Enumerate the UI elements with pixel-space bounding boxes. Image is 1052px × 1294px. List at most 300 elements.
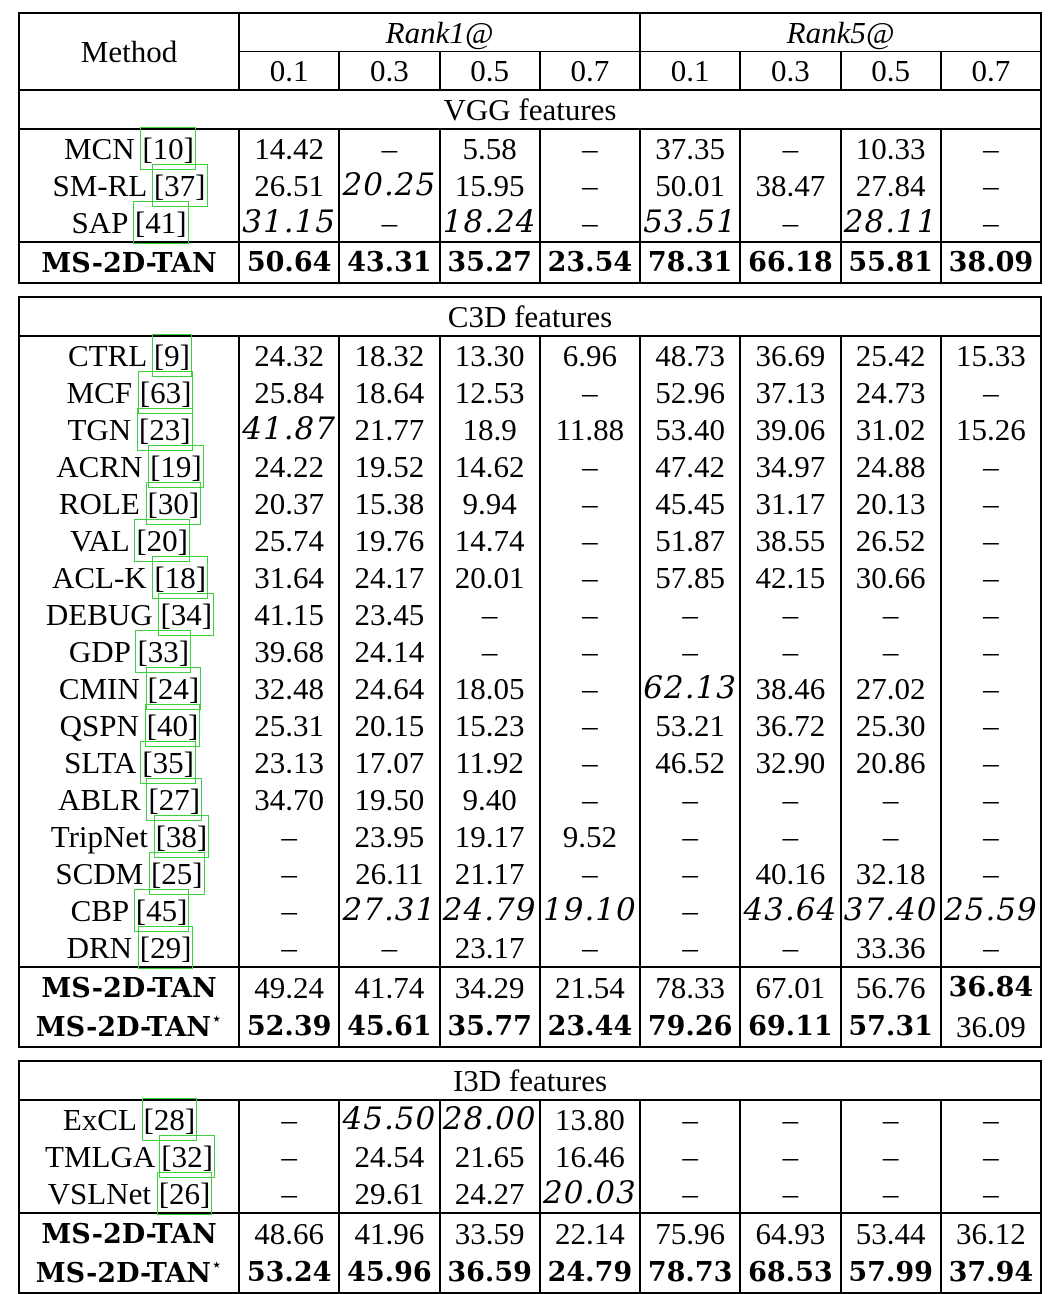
method-name: TripNet [50,819,148,854]
value-cell: 27.02 [841,670,941,707]
value-cell: – [239,1100,339,1138]
value-cell: 69.11 [740,1007,840,1047]
value-cell: 43.31 [339,242,439,283]
value-cell: 32.48 [239,670,339,707]
value-cell: 28.00 [440,1100,540,1138]
value-cell: 32.90 [740,744,840,781]
value-cell: – [841,1138,941,1175]
method-name: ABLR [57,782,141,817]
table-row [19,781,1041,818]
value-cell: – [740,1175,840,1213]
value-cell: – [740,1100,840,1138]
value-cell: – [540,707,640,744]
table-row [19,1213,1041,1253]
value-cell: – [540,670,640,707]
table-row [19,744,1041,781]
citation-link[interactable]: [41] [134,205,187,240]
value-cell: 17.07 [339,744,439,781]
citation-link[interactable]: [23] [138,412,191,447]
value-cell: 35.77 [440,1007,540,1047]
value-cell: 16.46 [540,1138,640,1175]
value-cell: – [540,204,640,242]
method-name-cell [19,781,239,818]
value-cell: 24.73 [841,374,941,411]
star-icon: ⋆ [210,1254,223,1275]
method-name: ExCL [62,1102,136,1137]
value-cell: – [640,781,740,818]
value-cell: 11.88 [540,411,640,448]
value-cell: 37.40 [841,892,941,929]
value-cell: 56.76 [841,967,941,1007]
value-cell: 36.84 [941,967,1041,1007]
value-cell: 21.77 [339,411,439,448]
table-row [19,967,1041,1007]
value-cell: 50.01 [640,167,740,204]
table-row [19,129,1041,167]
value-cell: – [640,892,740,929]
value-cell: 12.53 [440,374,540,411]
value-cell: 38.55 [740,522,840,559]
value-cell: – [841,1100,941,1138]
citation-link[interactable]: [33] [137,634,190,669]
value-cell: 33.59 [440,1213,540,1253]
value-cell: – [640,1100,740,1138]
method-name: ACL-K [51,560,147,595]
value-cell: 24.64 [339,670,439,707]
method-name-cell [19,707,239,744]
method-name-cell [19,670,239,707]
value-cell: – [941,744,1041,781]
value-cell: 21.17 [440,855,540,892]
value-cell: 23.45 [339,596,439,633]
table-row [19,1138,1041,1175]
method-name: TGN [67,412,132,447]
value-cell: 20.15 [339,707,439,744]
value-cell: – [841,1175,941,1213]
value-cell: 23.13 [239,744,339,781]
value-cell: – [540,855,640,892]
value-cell: 13.80 [540,1100,640,1138]
citation-link[interactable]: [40] [146,708,199,743]
table-row [19,929,1041,967]
value-cell: – [941,448,1041,485]
value-cell: – [339,929,439,967]
table-row [19,485,1041,522]
value-cell: – [941,855,1041,892]
section-header-row [19,297,1041,336]
method-name: SLTA [64,745,135,780]
section-title: VGG features [19,90,1041,129]
value-cell: 10.33 [841,129,941,167]
value-cell: – [339,204,439,242]
table-row [19,818,1041,855]
citation-link[interactable]: [20] [136,523,188,558]
section-spacer [19,283,1041,297]
value-cell: – [941,670,1041,707]
value-cell: 31.17 [740,485,840,522]
method-name-cell [19,1175,239,1213]
value-cell: 9.52 [540,818,640,855]
value-cell: 15.23 [440,707,540,744]
value-cell: 53.21 [640,707,740,744]
citation-link[interactable]: [9] [153,338,190,373]
citation-link[interactable]: [34] [160,597,213,632]
value-cell: 18.9 [440,411,540,448]
threshold-header: 0.1 [640,52,740,91]
value-cell: – [941,929,1041,967]
value-cell: 24.27 [440,1175,540,1213]
value-cell: 25.74 [239,522,339,559]
method-name-cell [19,242,239,283]
method-name-cell [19,967,239,1007]
method-name-cell [19,929,239,967]
method-name: CMIN [58,671,140,706]
method-name: VAL [70,523,129,558]
table-row [19,1253,1041,1293]
value-cell: 25.42 [841,336,941,374]
value-cell: 20.86 [841,744,941,781]
value-cell: – [740,781,840,818]
value-cell: 20.13 [841,485,941,522]
table-row [19,167,1041,204]
value-cell: 32.18 [841,855,941,892]
value-cell: 52.39 [239,1007,339,1047]
method-name-cell [19,448,239,485]
table-row [19,1007,1041,1047]
method-name-cell [19,744,239,781]
method-name-cell [19,374,239,411]
method-name-cell [19,1007,239,1047]
value-cell: 9.94 [440,485,540,522]
table-row [19,670,1041,707]
value-cell: 31.02 [841,411,941,448]
value-cell: 9.40 [440,781,540,818]
value-cell: 34.29 [440,967,540,1007]
table-row [19,242,1041,283]
section-spacer [19,1047,1041,1061]
value-cell: – [640,855,740,892]
table-row [19,1175,1041,1213]
method-header: Method [19,13,239,90]
citation-link[interactable]: [38] [155,819,208,854]
table-row [19,855,1041,892]
method-name: MS-2D-TAN [35,1012,211,1043]
method-name: ACRN [56,449,143,484]
value-cell: 5.58 [440,129,540,167]
value-cell: – [941,707,1041,744]
value-cell: – [440,633,540,670]
value-cell: 41.96 [339,1213,439,1253]
method-name-cell [19,1253,239,1293]
value-cell: 24.54 [339,1138,439,1175]
value-cell: – [540,929,640,967]
value-cell: 14.62 [440,448,540,485]
threshold-header: 0.1 [239,52,339,91]
value-cell: – [640,818,740,855]
value-cell: 20.37 [239,485,339,522]
value-cell: 53.44 [841,1213,941,1253]
value-cell: 23.44 [540,1007,640,1047]
method-name: CTRL [68,338,147,373]
value-cell: – [540,374,640,411]
value-cell: – [740,129,840,167]
value-cell: – [540,522,640,559]
star-icon: ⋆ [210,1008,223,1029]
value-cell: – [640,596,740,633]
value-cell: 57.99 [841,1253,941,1293]
threshold-header: 0.7 [540,52,640,91]
value-cell: 78.73 [640,1253,740,1293]
value-cell: 19.76 [339,522,439,559]
value-cell: 36.72 [740,707,840,744]
threshold-header: 0.7 [941,52,1041,91]
value-cell: 49.24 [239,967,339,1007]
value-cell: 38.46 [740,670,840,707]
table-row [19,596,1041,633]
value-cell: 24.79 [540,1253,640,1293]
value-cell: 75.96 [640,1213,740,1253]
rank5-header: Rank5@ [640,13,1041,52]
method-name-cell [19,892,239,929]
value-cell: 6.96 [540,336,640,374]
value-cell: – [239,855,339,892]
method-name-cell [19,485,239,522]
table-row [19,633,1041,670]
method-name-cell [19,855,239,892]
value-cell: – [540,781,640,818]
value-cell: 78.31 [640,242,740,283]
value-cell: 57.85 [640,559,740,596]
value-cell: 25.31 [239,707,339,744]
value-cell: 36.09 [941,1007,1041,1047]
value-cell: – [239,892,339,929]
value-cell: – [740,204,840,242]
value-cell: 41.74 [339,967,439,1007]
results-table [18,12,1042,1294]
threshold-header: 0.3 [339,52,439,91]
table-row [19,374,1041,411]
value-cell: – [540,633,640,670]
citation-link[interactable]: [63] [139,375,192,410]
table-row [19,411,1041,448]
value-cell: 37.94 [941,1253,1041,1293]
method-name-cell [19,522,239,559]
method-name: MS-2D-TAN [41,248,217,279]
value-cell: 21.54 [540,967,640,1007]
citation-link[interactable]: [10] [142,131,195,166]
value-cell: 25.30 [841,707,941,744]
citation-link[interactable]: [19] [150,449,202,484]
table-row [19,707,1041,744]
value-cell: 40.16 [740,855,840,892]
method-name-cell [19,633,239,670]
value-cell: – [941,559,1041,596]
value-cell: 57.31 [841,1007,941,1047]
citation-link[interactable]: [26] [158,1176,211,1211]
value-cell: – [841,596,941,633]
method-name: SAP [71,205,128,240]
method-name: VSLNet [47,1176,151,1211]
value-cell: 36.69 [740,336,840,374]
value-cell: – [941,1175,1041,1213]
value-cell: 36.59 [440,1253,540,1293]
value-cell: 22.14 [540,1213,640,1253]
value-cell: – [941,522,1041,559]
value-cell: 24.14 [339,633,439,670]
value-cell: 42.15 [740,559,840,596]
method-name-cell [19,596,239,633]
table-row [19,1100,1041,1138]
method-name: SCDM [55,856,144,891]
value-cell: 18.24 [440,204,540,242]
method-name: MS-2D-TAN [35,1258,211,1289]
value-cell: 55.81 [841,242,941,283]
value-cell: 41.15 [239,596,339,633]
value-cell: 50.64 [239,242,339,283]
value-cell: 67.01 [740,967,840,1007]
citation-link[interactable]: [32] [161,1139,213,1174]
table-row [19,204,1041,242]
value-cell: 66.18 [740,242,840,283]
value-cell: 52.96 [640,374,740,411]
value-cell: – [239,818,339,855]
method-name-cell [19,1213,239,1253]
value-cell: 27.84 [841,167,941,204]
method-name-cell [19,559,239,596]
value-cell: – [540,129,640,167]
value-cell: 48.73 [640,336,740,374]
value-cell: 14.74 [440,522,540,559]
value-cell: 53.24 [239,1253,339,1293]
method-name: DRN [66,930,133,965]
section-title: I3D features [19,1061,1041,1100]
value-cell: 25.59 [941,892,1041,929]
header-row-groups [19,13,1041,52]
value-cell: 15.26 [941,411,1041,448]
value-cell: 29.61 [339,1175,439,1213]
citation-link[interactable]: [37] [153,168,206,203]
value-cell: 53.40 [640,411,740,448]
value-cell: 26.11 [339,855,439,892]
value-cell: – [540,559,640,596]
threshold-header: 0.5 [440,52,540,91]
method-name: MS-2D-TAN [41,1219,217,1250]
value-cell: 45.45 [640,485,740,522]
value-cell: 23.54 [540,242,640,283]
method-name-cell [19,818,239,855]
value-cell: – [440,596,540,633]
value-cell: – [540,744,640,781]
method-name: MS-2D-TAN [41,973,217,1004]
value-cell: 19.17 [440,818,540,855]
method-name-cell [19,336,239,374]
value-cell: 27.31 [339,892,439,929]
results-table-container [18,12,1042,1294]
value-cell: – [941,374,1041,411]
method-name: GDP [68,634,130,669]
citation-link[interactable]: [27] [148,782,201,817]
value-cell: 26.52 [841,522,941,559]
value-cell: 47.42 [640,448,740,485]
value-cell: – [941,167,1041,204]
value-cell: 14.42 [239,129,339,167]
citation-link[interactable]: [35] [142,745,194,780]
value-cell: 34.97 [740,448,840,485]
citation-link[interactable]: [24] [147,671,200,706]
value-cell: 20.01 [440,559,540,596]
value-cell: – [540,448,640,485]
value-cell: 39.68 [239,633,339,670]
citation-link[interactable]: [30] [147,486,200,521]
value-cell: – [239,1138,339,1175]
value-cell: 64.93 [740,1213,840,1253]
value-cell: 15.33 [941,336,1041,374]
citation-link[interactable]: [28] [143,1102,196,1137]
citation-link[interactable]: [29] [139,930,192,965]
value-cell: 48.66 [239,1213,339,1253]
value-cell: – [941,204,1041,242]
value-cell: 36.12 [941,1213,1041,1253]
value-cell: – [540,596,640,633]
value-cell: 19.10 [540,892,640,929]
table-row [19,336,1041,374]
value-cell: 18.64 [339,374,439,411]
value-cell: 35.27 [440,242,540,283]
threshold-header: 0.3 [740,52,840,91]
method-name: MCF [66,375,133,410]
citation-link[interactable]: [25] [150,856,203,891]
value-cell: 31.64 [239,559,339,596]
method-name: ROLE [58,486,140,521]
value-cell: 19.52 [339,448,439,485]
method-name-cell [19,411,239,448]
method-name: CBP [70,893,129,928]
value-cell: 51.87 [640,522,740,559]
table-row [19,559,1041,596]
value-cell: – [239,929,339,967]
value-cell: 68.53 [740,1253,840,1293]
method-name-cell [19,1100,239,1138]
value-cell: – [941,781,1041,818]
method-name: MCN [63,131,135,166]
method-name-cell [19,204,239,242]
citation-link[interactable]: [45] [135,893,188,928]
method-name: TMLGA [45,1139,154,1174]
method-name: QSPN [59,708,139,743]
value-cell: – [239,1175,339,1213]
section-header-row [19,1061,1041,1100]
table-row [19,522,1041,559]
value-cell: 34.70 [239,781,339,818]
value-cell: – [841,781,941,818]
value-cell: 25.84 [239,374,339,411]
value-cell: – [740,596,840,633]
value-cell: 38.47 [740,167,840,204]
value-cell: – [740,929,840,967]
value-cell: – [841,633,941,670]
citation-link[interactable]: [18] [154,560,207,595]
value-cell: 24.22 [239,448,339,485]
value-cell: 24.79 [440,892,540,929]
table-row [19,892,1041,929]
value-cell: – [640,1175,740,1213]
value-cell: 24.88 [841,448,941,485]
rank1-header: Rank1@ [239,13,640,52]
value-cell: 46.52 [640,744,740,781]
value-cell: – [941,633,1041,670]
value-cell: 11.92 [440,744,540,781]
value-cell: 19.50 [339,781,439,818]
